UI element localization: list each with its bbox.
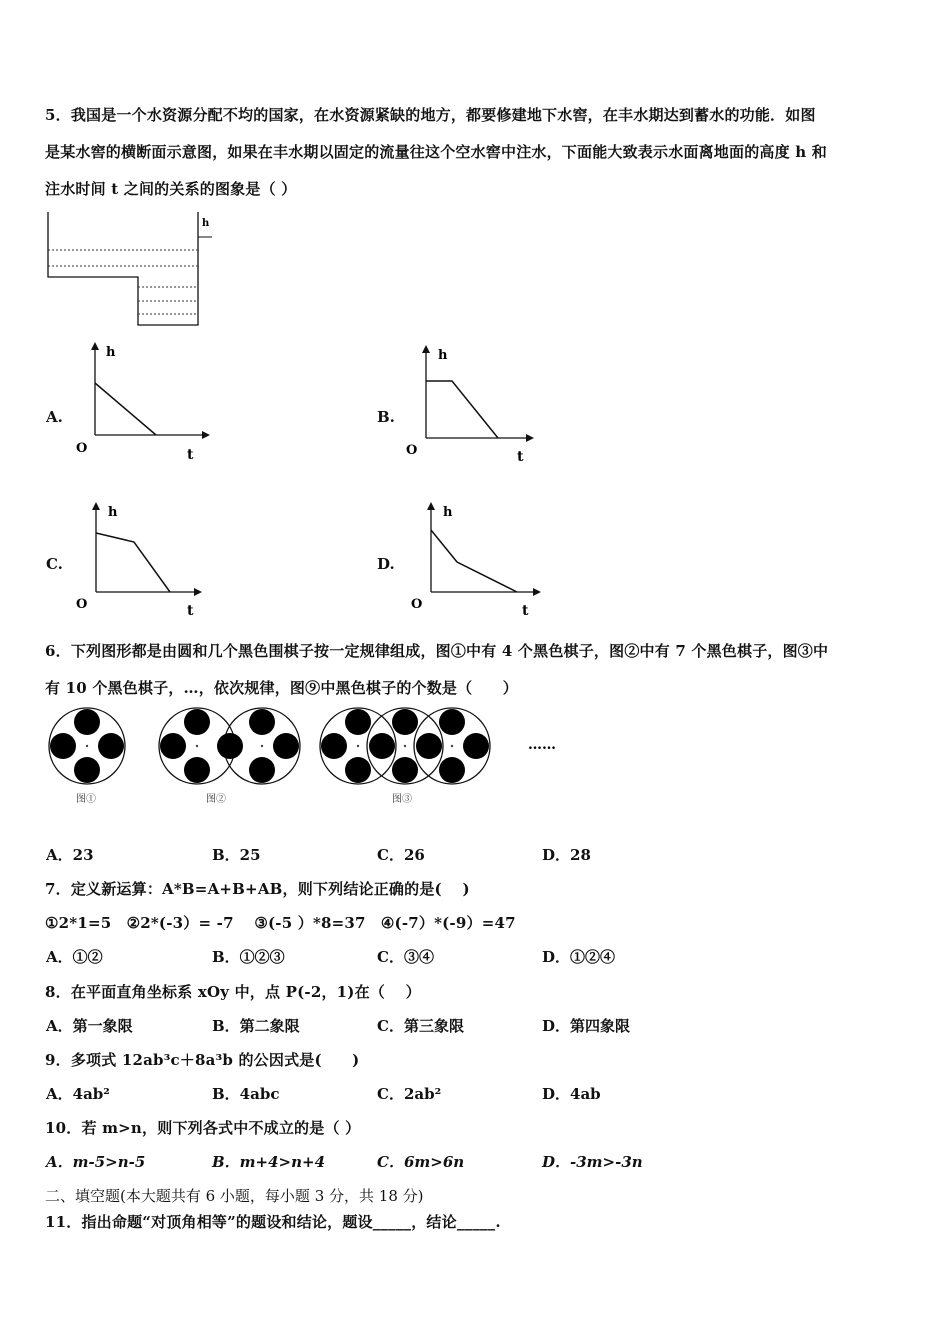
- svg-text:O: O: [411, 597, 423, 612]
- section-2-title: 二、填空题(本大题共有 6 小题，每小题 3 分，共 18 分): [45, 1187, 424, 1205]
- svg-text:t: t: [187, 447, 194, 463]
- q7-option-a[interactable]: A．①②: [46, 948, 103, 966]
- q11-stem: 11．指出命题“对顶角相等”的题设和结论，题设_____，结论_____.: [45, 1213, 501, 1231]
- fig-ellipsis: ……: [528, 737, 556, 753]
- q8-option-d[interactable]: D．第四象限: [542, 1017, 631, 1035]
- q5-option-d-graph: [405, 500, 545, 622]
- q5-option-a-graph: [70, 340, 210, 465]
- q8-option-b[interactable]: B．第二象限: [212, 1017, 300, 1035]
- q10-option-a[interactable]: A．m-5>n-5: [46, 1153, 146, 1171]
- q7-stem: 7．定义新运算：A*B=A+B+AB，则下列结论正确的是( ): [45, 880, 470, 898]
- q5-line-2: 是某水窖的横断面示意图，如果在丰水期以固定的流量往这个空水窖中注水，下面能大致表示水面离地面的高度 h 和: [45, 143, 827, 161]
- q5-option-c-graph: [72, 500, 212, 622]
- water-cellar-figure: [46, 210, 216, 330]
- q5-option-b-label: B.: [377, 408, 395, 426]
- q8-stem: 8．在平面直角坐标系 xOy 中，点 P(-2，1)在（ ）: [45, 983, 421, 1001]
- q6-option-b[interactable]: B．25: [212, 846, 261, 864]
- svg-text:O: O: [76, 441, 88, 456]
- cellar-h-label: h: [202, 218, 210, 229]
- q10-stem: 10．若 m>n，则下列各式中不成立的是（ ）: [45, 1119, 361, 1137]
- q6-line-1: 6．下列图形都是由圆和几个黑色围棋子按一定规律组成，图①中有 4 个黑色棋子，图②中有 7 个黑色棋子，图③中: [45, 642, 829, 660]
- q7-items: ①2*1=5 ②2*(-3）= -7 ③(-5 ）*8=37 ④(-7）*(-9）=47: [45, 914, 516, 932]
- q9-option-d[interactable]: D．4ab: [542, 1085, 601, 1103]
- q10-option-b[interactable]: B．m+4>n+4: [212, 1153, 326, 1171]
- q9-option-a[interactable]: A．4ab²: [46, 1085, 110, 1103]
- svg-text:t: t: [187, 603, 194, 619]
- q8-option-c[interactable]: C．第三象限: [377, 1017, 464, 1035]
- fig-1-label: 图①: [76, 794, 96, 805]
- q9-option-c[interactable]: C．2ab²: [377, 1085, 442, 1103]
- q5-option-a-label: A.: [46, 408, 63, 426]
- q7-option-b[interactable]: B．①②③: [212, 948, 285, 966]
- svg-text:O: O: [406, 443, 418, 458]
- svg-text:t: t: [522, 603, 529, 619]
- q6-line-2: 有 10 个黑色棋子，…，依次规律，图⑨中黑色棋子的个数是（ ）: [45, 679, 518, 697]
- q9-option-b[interactable]: B．4abc: [212, 1085, 280, 1103]
- svg-text:h: h: [108, 505, 118, 520]
- q5-line-3: 注水时间 t 之间的关系的图象是（ ）: [45, 180, 297, 198]
- fig-2-label: 图②: [206, 794, 226, 805]
- svg-text:O: O: [76, 597, 88, 612]
- svg-text:h: h: [443, 505, 453, 520]
- svg-text:t: t: [517, 449, 524, 465]
- q6-option-d[interactable]: D．28: [542, 846, 591, 864]
- q5-line-1: 5．我国是一个水资源分配不均的国家，在水资源紧缺的地方，都要修建地下水窖，在丰水期达到蓄水的功能．如图: [45, 106, 816, 124]
- q10-option-c[interactable]: C．6m>6n: [377, 1153, 465, 1171]
- q7-option-d[interactable]: D．①②④: [542, 948, 616, 966]
- fig-3-label: 图③: [392, 794, 412, 805]
- svg-text:h: h: [438, 348, 448, 363]
- q6-option-a[interactable]: A．23: [46, 846, 94, 864]
- q6-stone-figures: [40, 700, 600, 815]
- q8-option-a[interactable]: A．第一象限: [46, 1017, 133, 1035]
- q6-option-c[interactable]: C．26: [377, 846, 425, 864]
- q5-option-b-graph: [402, 343, 542, 468]
- q10-option-d[interactable]: D．-3m>-3n: [542, 1153, 643, 1171]
- q5-option-c-label: C.: [46, 555, 63, 573]
- q5-option-d-label: D.: [377, 555, 395, 573]
- q7-option-c[interactable]: C．③④: [377, 948, 434, 966]
- q9-stem: 9．多项式 12ab³c＋8a³b 的公因式是( ): [45, 1051, 360, 1069]
- svg-text:h: h: [106, 345, 116, 360]
